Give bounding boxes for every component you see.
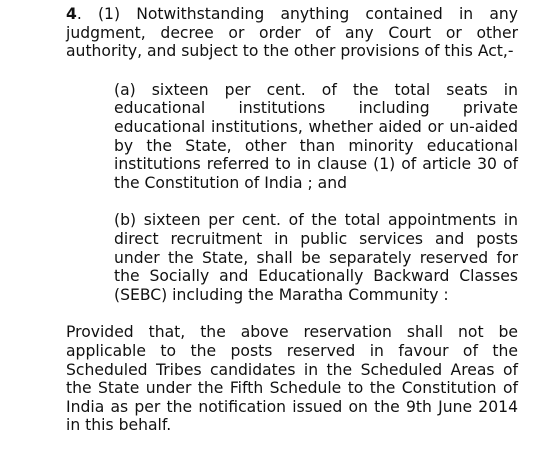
section-text: . (1) Notwithstanding anything contained in any judgment, decree or order of any Court or other authority, and subject to the other provisions of this Act,-	[66, 5, 518, 61]
document-page	[66, 5, 518, 435]
section-4-paragraph	[66, 5, 518, 61]
proviso-paragraph: Provided that, the above reservation shall not be applicable to the posts reserved in favour of the Scheduled Tribes candidates in the Scheduled Areas of the State under the Fifth Schedule to the Constitution of India as per the notification issued on the 9th June 2014 in this behalf.	[66, 323, 518, 435]
clause-a: (a) sixteen per cent. of the total seats in educational institutions including private educational institutions, whether aided or un-aided by the State, other than minority educational institutions referred to in clause (1) of article 30 of the Constitution of India ; and	[114, 80, 518, 192]
section-number: 4	[66, 5, 77, 23]
clause-b: (b) sixteen per cent. of the total appointments in direct recruitment in public services and posts under the State, shall be separately reserved for the Socially and Educationally Backward Classes (SEBC) including the Maratha Community :	[114, 211, 518, 304]
